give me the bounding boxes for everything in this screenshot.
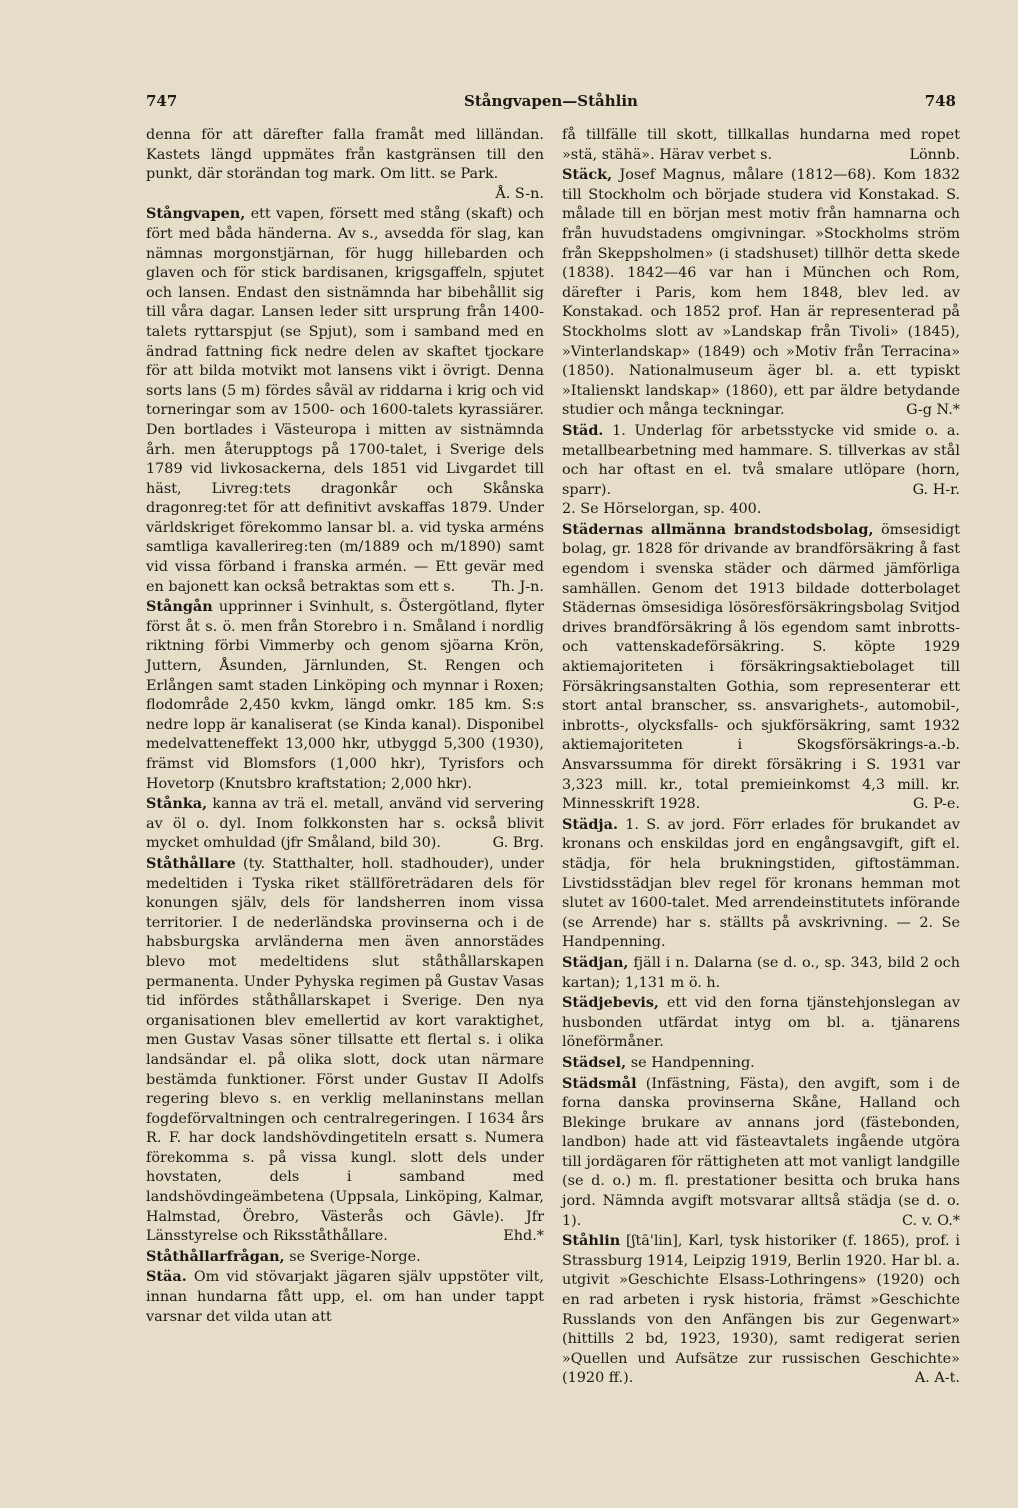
article-entry xyxy=(146,126,544,204)
author-signature: G. P-e. xyxy=(913,796,960,813)
entry-text: upprinner i Svinhult, s. Östergötland, flyter först åt s. ö. men från Storebro i n. Småland i nordlig riktning förbi Vimmerby och genom sjöarna Krön, Juttern, Åsunden, Järnlunden, St. Rengen och Erlången samt staden Linköping och mynnar i Roxen; flodområde 2,450 kvkm, längd omkr. 185 km. S:s nedre lopp är kanaliserat (se Kinda kanal). Disponibel medelvatteneffekt 13,000 hkr, utbyggd 5,300 (1930), främst vid Blomsfors (1,000 hkr), Tyrisfors och Hovetorp (Knutsbro kraftstation; 2,000 hkr). xyxy=(146,599,544,792)
article-entry xyxy=(146,1247,544,1268)
article-entry xyxy=(146,794,544,854)
entry-text: se Sverige-Norge. xyxy=(289,1248,421,1265)
entry-text: 1. Underlag för arbetsstycke vid smide o. a. metallbearbetning med hammare. S. tillverkas av stål och har oftast en el. två smalare utlöpare (horn, sparr). xyxy=(562,422,960,498)
article-entry xyxy=(146,1267,544,1327)
author-signature: G-g N.* xyxy=(906,402,960,419)
article-entry xyxy=(562,953,960,993)
entry-headword: Städjan, xyxy=(562,953,629,971)
article-entry xyxy=(146,597,544,794)
article-entry xyxy=(562,815,960,953)
article-entry xyxy=(562,421,960,500)
entry-headword: Stångvapen, xyxy=(146,205,246,223)
entry-headword: Städjebevis, xyxy=(562,994,659,1012)
article-entry xyxy=(562,500,960,520)
article-entry xyxy=(146,204,544,597)
entry-headword: Ståhlin xyxy=(562,1232,621,1250)
entry-headword: Städsel, xyxy=(562,1053,627,1071)
author-signature: G. H-r. xyxy=(912,481,960,498)
author-signature: C. v. O.* xyxy=(902,1212,960,1229)
entry-headword: Stångån xyxy=(146,598,213,616)
entry-headword: Städsmål xyxy=(562,1074,637,1092)
entry-text: se Handpenning. xyxy=(630,1054,755,1071)
entry-headword: Städernas allmänna brandstodsbolag, xyxy=(562,520,874,538)
article-entry xyxy=(562,1231,960,1389)
page-header xyxy=(146,92,956,116)
entry-text: 2. Se Hörselorgan, sp. 400. xyxy=(562,501,762,518)
entry-headword: Städ. xyxy=(562,421,604,439)
author-signature: Å. S-n. xyxy=(495,185,544,202)
entry-text: få tillfälle till skott, tillkallas hundarna med ropet »stä, stähä». Härav verbet s. xyxy=(562,127,960,163)
right-column xyxy=(562,126,960,1389)
author-signature: Lönnb. xyxy=(909,146,960,163)
entry-text: (Infästning, Fästa), den avgift, som i de forna danska provinserna Skåne, Halland och Blekinge brukare av annans jord (fästebonden, landbon) hade att vid fästeavtalets ingående utgöra till jordägaren för rättigheten att mot vanligt landgille (se d. o.) m. fl. prestationer besitta och bruka hans jord. Nämnda avgift motsvarar alltså städja (se d. o. 1). xyxy=(562,1075,961,1229)
author-signature: A. A-t. xyxy=(914,1370,960,1387)
author-signature: Ehd.* xyxy=(503,1228,544,1245)
running-title: Stångvapen—Ståhlin xyxy=(464,92,638,110)
entry-text: Josef Magnus, målare (1812—68). Kom 1832 till Stockholm och började studera vid Konstakad. S. målade till en början mest motiv från hamnarna och från huvudstadens omgivningar. »Stockholms ström från Skeppsholmen» (i stadshuset) tillhör detta skede (1838). 1842—46 var han i München och Rom, därefter i Paris, kom hem 1848, blev led. av Konstakad. och 1852 prof. Han är representerad på Stockholms slott av »Landskap från Tivoli» (1845), »Vinterlandskap» (1849) och »Motiv från Terracina» (1850). Nationalmuseum äger bl. a. ett typiskt »Italienskt landskap» (1860), ett par äldre betydande studier och många teckningar. xyxy=(562,167,960,419)
author-signature: G. Brg. xyxy=(492,835,544,852)
left-column xyxy=(146,126,544,1327)
entry-text: Om vid stövarjakt jägaren själv uppstöter vilt, innan hundarna fått upp, el. om han under tappt varsnar det vilda utan att xyxy=(146,1269,545,1325)
entry-headword: Stäa. xyxy=(146,1268,187,1286)
entry-text: ett vapen, försett med stång (skaft) och fört med båda händerna. Av s., avsedda för slag, kan nämnas morgonstjärnan, för hugg hillebarden och glaven och för stick bardisanen, krigsgaffeln, spjutet och lansen. Endast den sistnämnda har bibehållit sig till våra dagar. Lansen leder sitt ursprung från 1400-talets ryttarspjut (se Spjut), som i samband med en ändrad fattning fick nedre delen av skaftet tjockare för att bilda motvikt mot lansens vikt i övrigt. Denna sorts lans (5 m) fördes såväl av riddarna i krig och vid torneringar som av 1500- och 1600-talets kyrassiärer. Den bortlades i Västeuropa i mitten av sistnämnda årh. men återupptogs på 1700-talet, i Sverige dels 1789 vid livkosackerna, dels 1851 vid Livgardet till häst, Livreg:tets dragonkår och Skånska dragonreg:tet för att definitivt avskaffas 1879. Under världskriget förekommo lansar bl. a. vid tyska arméns samtliga kavallerireg:ten (m/1889 och m/1890) samt vid vissa förband i franska armén. — Ett gevär med en bajonett kan också betraktas som ett s. xyxy=(146,206,544,595)
article-entry xyxy=(562,126,960,165)
entry-text: kanna av trä el. metall, använd vid servering av öl o. dyl. Inom folkkonsten har s. också blivit mycket omhuldad (jfr Småland, bild 30). xyxy=(146,796,544,852)
entry-text: ett vid den forna tjänstehjonslegan av husbonden utfärdat intyg om bl. a. tjänarens löneförmåner. xyxy=(562,995,960,1051)
entry-text: ömsesidigt bolag, gr. 1828 för drivande av brandförsäkring å fast egendom i svenska städer och därmed jämförliga samhällen. Genom det 1913 bildade dotterbolaget Städernas ömsesidiga lösöresförsäkringsbolag Svitjod drives brandförsäkring å lös egendom samt inbrotts- och vattenskadeförsäkring. S. köpte 1929 aktiemajoriteten i försäkringsaktiebolaget till Försäkringsanstalten Gothia, som representerar ett stort antal branscher, ss. ansvarighets-, automobil-, inbrotts-, olycksfalls- och sjukförsäkring, samt 1932 aktiemajoriteten i Skogsförsäkrings-a.-b. Ansvarssumma för direkt försäkring i S. 1931 var 3,323 mill. kr., total premieinkomst 4,3 mill. kr. Minnesskrift 1928. xyxy=(562,521,960,813)
entry-headword: Stånka, xyxy=(146,795,208,813)
entry-text: (ty. Statthalter, holl. stadhouder), under medeltiden i Tyska riket ställföreträdaren dels för konungen själv, dels för landsherren inom vissa territorier. I de nederländska provinserna och i de habsburgska arvländerna men även annorstädes blevo mot medeltidens slut ståthållarskapen permanenta. Under Pyhyska regimen på Gustav Vasas tid infördes ståthållarskapet i Sverige. Den nya organisationen blev emellertid av kort varaktighet, men Gustav Vasas söner tillsatte ett flertal s. i olika landsändar el. på olika slott, dock utan närmare bestämda funktioner. Först under Gustav II Adolfs regering blevo s. en verklig mellaninstans mellan fogdeförvaltningen och centralregeringen. I 1634 års R. F. har dock landshövdingetiteln ersatt s. Numera förekomma s. på vissa kungl. slott dels under hovstaten, dels i samband med landshövdingeämbetena (Uppsala, Linköping, Kalmar, Halmstad, Örebro, Västerås och Gävle). Jfr Länsstyrelse och Riksståthållare. xyxy=(146,855,544,1245)
page-number-right: 748 xyxy=(924,92,956,110)
page-number-left: 747 xyxy=(146,92,178,110)
article-entry xyxy=(562,520,960,815)
article-entry xyxy=(146,854,544,1247)
article-entry xyxy=(562,165,960,421)
entry-headword: Ståthållarfrågan, xyxy=(146,1247,285,1265)
article-entry xyxy=(562,1074,960,1232)
entry-text: fjäll i n. Dalarna (se d. o., sp. 343, bild 2 och kartan); 1,131 m ö. h. xyxy=(562,954,960,991)
entry-headword: Ståthållare xyxy=(146,854,236,872)
entry-text: 1. S. av jord. Förr erlades för brukandet av kronans och enskildas jord en engångsavgift, gift el. städja, för hela brukningstiden, giftostämman. Livstidsstädjan blev regel för kronans hemman mot slutet av 1600-talet. Med arrendeinstitutets införande (se Arrende) har s. ställts på avskrivning. — 2. Se Handpenning. xyxy=(562,816,961,951)
entry-headword: Städja. xyxy=(562,815,618,833)
article-entry xyxy=(562,1053,960,1074)
entry-text: denna för att därefter falla framåt med lilländan. Kastets längd uppmätes från kastgränsen till den punkt, där storändan tog mark. Om litt. se Park. xyxy=(146,127,544,183)
author-signature: Th. J-n. xyxy=(491,578,544,595)
entry-headword: Stäck, xyxy=(562,166,613,184)
entry-text: [ʃtā'lin], Karl, tysk historiker (f. 1865), prof. i Strassburg 1914, Leipzig 1919, Berlin 1920. Har bl. a. utgivit »Geschichte Elsass-Lothringens» (1920) och en rad arbeten i rysk historia, främst »Geschichte Russlands von den Anfängen bis zur Gegenwart» (hittills 2 bd, 1923, 1930), samt redigerat serien »Quellen und Aufsätze zur russischen Geschichte» (1920 ff.). xyxy=(562,1233,960,1387)
article-entry xyxy=(562,993,960,1053)
